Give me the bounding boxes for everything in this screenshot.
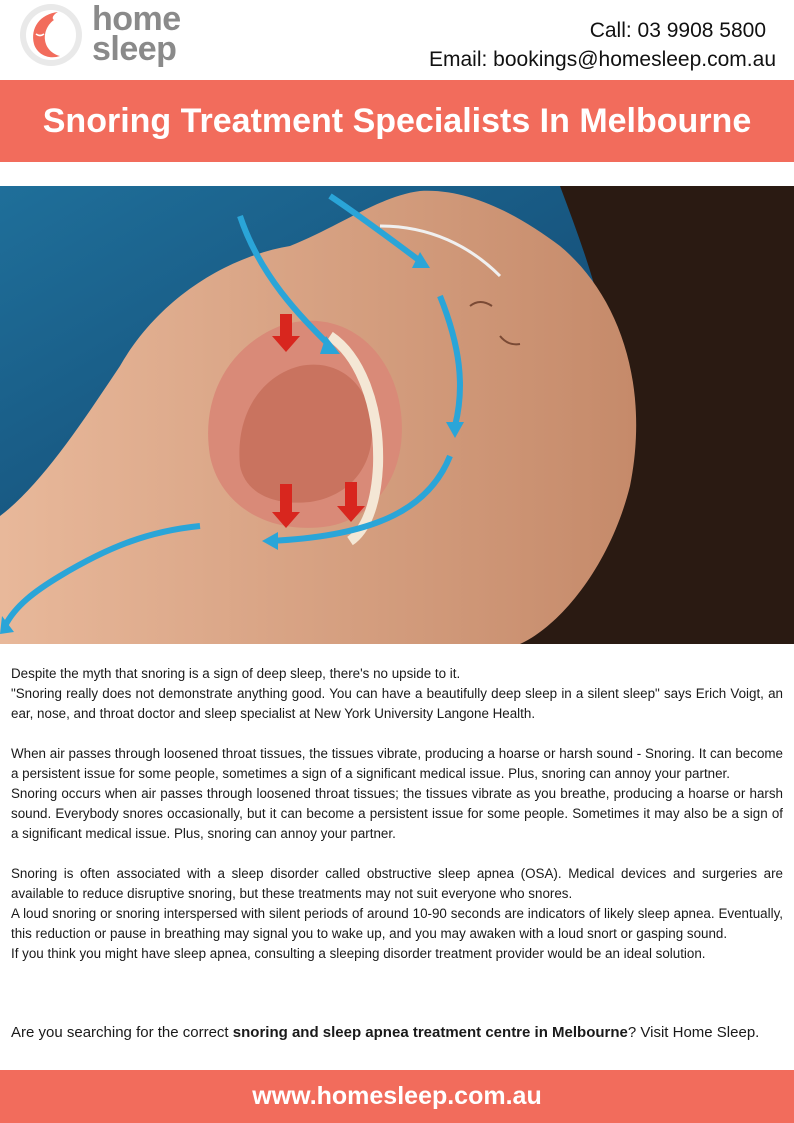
logo-line-sleep: sleep bbox=[92, 30, 177, 68]
phone-number[interactable]: Call: 03 9908 5800 bbox=[589, 19, 766, 42]
logo-wordmark bbox=[92, 0, 181, 68]
paragraph-apnea-indicators: A loud snoring or snoring interspersed with silent periods of around 10-90 seconds are indicators of likely sleep apnea. Eventually, this reduction or pause in breathing may signal you to wake up, and you may awaken with a loud snort or gasping sound. bbox=[11, 906, 783, 941]
footer-banner bbox=[0, 1070, 794, 1123]
contact-info bbox=[429, 16, 776, 74]
cta-prefix: Are you searching for the correct bbox=[11, 1024, 233, 1041]
snoring-airway-illustration-icon bbox=[0, 186, 794, 644]
article-body bbox=[11, 664, 783, 964]
paragraph-snoring-cause: When air passes through loosened throat tissues, the tissues vibrate, producing a hoarse or harsh sound - Snoring. It can become a persistent issue for some people, sometimes a sign of a significant medical issue. Plus, snoring can annoy your partner. bbox=[11, 746, 783, 781]
page-header bbox=[0, 0, 794, 80]
page-title: Snoring Treatment Specialists In Melbourne bbox=[42, 102, 752, 140]
paragraph-osa: Snoring is often associated with a sleep disorder called obstructive sleep apnea (OSA). Medical devices and surgeries are available to reduce disruptive snoring, but these treatments may not suit everyone who snores. bbox=[11, 866, 783, 901]
paragraph-spacer bbox=[11, 844, 783, 864]
paragraph-myth: Despite the myth that snoring is a sign of deep sleep, there's no upside to it. bbox=[11, 666, 461, 681]
title-banner bbox=[0, 80, 794, 162]
logo-line-home: home bbox=[92, 0, 181, 38]
paragraph-quote: "Snoring really does not demonstrate anything good. You can have a beautifully deep sleep in a silent sleep" says Erich Voigt, an ear, nose, and throat doctor and sleep specialist at New York University Langone Health. bbox=[11, 686, 783, 721]
call-to-action bbox=[11, 1022, 783, 1044]
paragraph-consult: If you think you might have sleep apnea, consulting a sleeping disorder treatment provider would be an ideal solution. bbox=[11, 946, 706, 961]
hero-image bbox=[0, 186, 794, 644]
cta-treatment-link[interactable]: snoring and sleep apnea treatment centre in Melbourne bbox=[232, 1024, 628, 1041]
paragraph-snoring-occurs: Snoring occurs when air passes through loosened throat tissues; the tissues vibrate as you breathe, producing a hoarse or harsh sound. Everybody snores occasionally, but it can become a persistent issue for some people. Sometimes it may also be a sign of a significant medical issue. Plus, snoring can annoy your partner. bbox=[11, 786, 783, 841]
home-sleep-logo[interactable] bbox=[18, 2, 208, 74]
cta-suffix: ? Visit Home Sleep. bbox=[627, 1024, 760, 1041]
sleeping-face-logo-icon bbox=[18, 2, 84, 68]
website-url[interactable]: www.homesleep.com.au bbox=[252, 1082, 542, 1110]
email-address[interactable]: Email: bookings@homesleep.com.au bbox=[429, 48, 776, 71]
paragraph-spacer bbox=[11, 724, 783, 744]
